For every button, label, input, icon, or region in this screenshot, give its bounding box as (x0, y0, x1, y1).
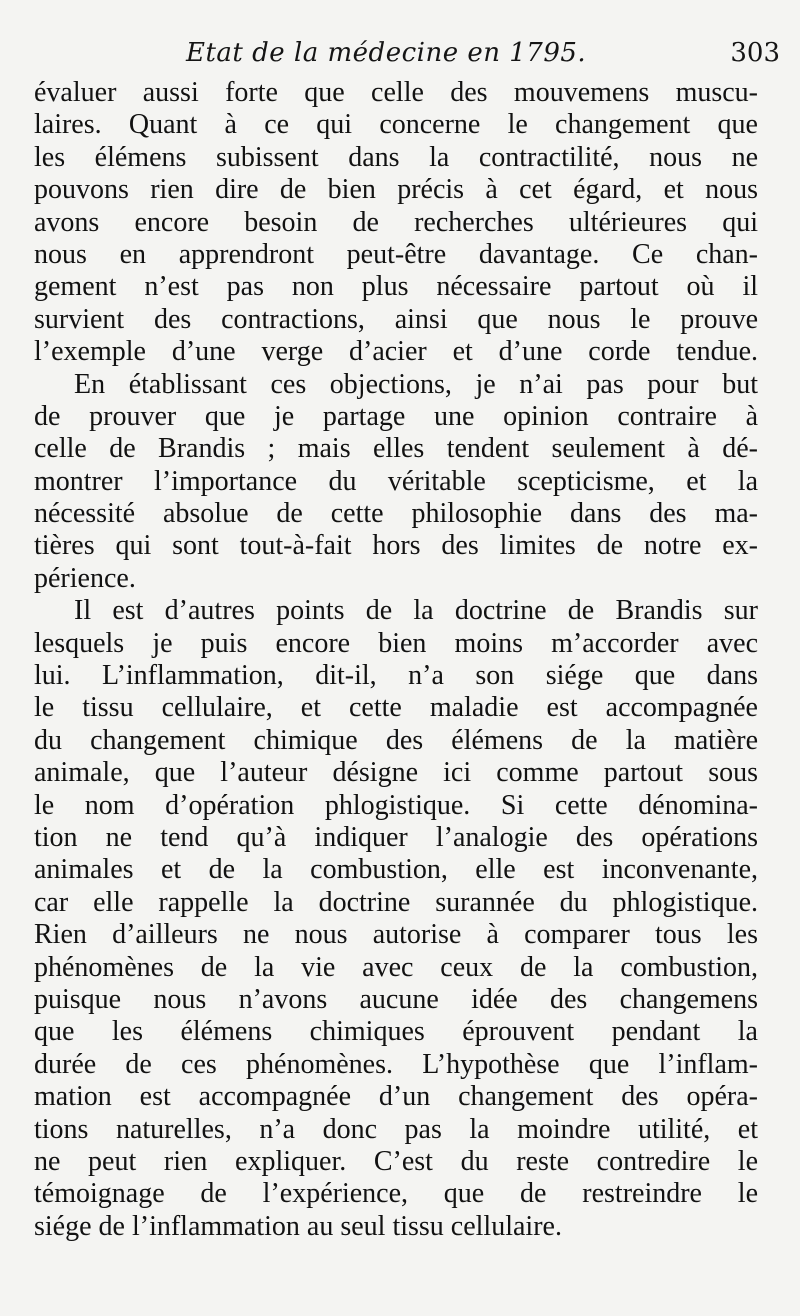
text-line: celle de Brandis ; mais elles tendent seulement à dé- (34, 433, 758, 465)
text-line: le tissu cellulaire, et cette maladie est accompagnée (34, 692, 758, 724)
text-line: lesquels je puis encore bien moins m’accorder avec (34, 627, 758, 659)
text-line: pouvons rien dire de bien précis à cet égard, et nous (34, 174, 758, 206)
text-line: phénomènes de la vie avec ceux de la combustion, (34, 951, 758, 983)
paragraph-last-line: périence. (34, 562, 136, 594)
running-head: Etat de la médecine en 1795. (186, 38, 587, 68)
text-line: évaluer aussi forte que celle des mouvemens muscu- (34, 77, 758, 108)
page-header (170, 26, 780, 76)
text-line: le nom d’opération phlogistique. Si cette dénomina- (34, 789, 758, 821)
text-line: l’exemple d’une verge d’acier et d’une corde tendue. (34, 336, 758, 368)
text-line: que les élémens chimiques éprouvent pendant la (34, 1016, 758, 1048)
text-line: tion ne tend qu’à indiquer l’analogie des opérations (34, 821, 758, 853)
text-line: gement n’est pas non plus nécessaire partout où il (34, 271, 758, 303)
text-line: avons encore besoin de recherches ultérieures qui (34, 206, 758, 238)
paragraph-first-line: Il est d’autres points de la doctrine de Brandis sur (74, 595, 758, 627)
text-line: nécessité absolue de cette philosophie dans des ma- (34, 498, 758, 530)
body-text (34, 77, 758, 1243)
text-line: mation est accompagnée d’un changement des opéra- (34, 1081, 758, 1113)
page-number: 303 (730, 38, 780, 68)
text-line: animale, que l’auteur désigne ici comme partout sous (34, 757, 758, 789)
text-line: témoignage de l’expérience, que de restreindre le (34, 1178, 758, 1210)
text-line: laires. Quant à ce qui concerne le changement que (34, 109, 758, 141)
text-line: nous en apprendront peut-être davantage. Ce chan- (34, 238, 758, 270)
paragraph-last-line: siége de l’inflammation au seul tissu cellulaire. (34, 1210, 562, 1242)
text-line: tions naturelles, n’a donc pas la moindre utilité, et (34, 1113, 758, 1145)
text-line: ne peut rien expliquer. C’est du reste contredire le (34, 1145, 758, 1177)
text-line: animales et de la combustion, elle est inconvenante, (34, 854, 758, 886)
text-line: du changement chimique des élémens de la matière (34, 724, 758, 756)
text-line: puisque nous n’avons aucune idée des changemens (34, 983, 758, 1015)
text-line: lui. L’inflammation, dit-il, n’a son siége que dans (34, 660, 758, 692)
paragraph-first-line: En établissant ces objections, je n’ai pas pour but (74, 368, 758, 400)
text-line: survient des contractions, ainsi que nous le prouve (34, 303, 758, 335)
text-line: montrer l’importance du véritable scepticisme, et la (34, 465, 758, 497)
text-line: de prouver que je partage une opinion contraire à (34, 400, 758, 432)
text-line: tières qui sont tout-à-fait hors des limites de notre ex- (34, 530, 758, 562)
text-line: durée de ces phénomènes. L’hypothèse que l’inflam- (34, 1048, 758, 1080)
text-line: car elle rappelle la doctrine surannée du phlogistique. (34, 886, 758, 918)
text-line: les élémens subissent dans la contractilité, nous ne (34, 141, 758, 173)
text-line: Rien d’ailleurs ne nous autorise à comparer tous les (34, 919, 758, 951)
